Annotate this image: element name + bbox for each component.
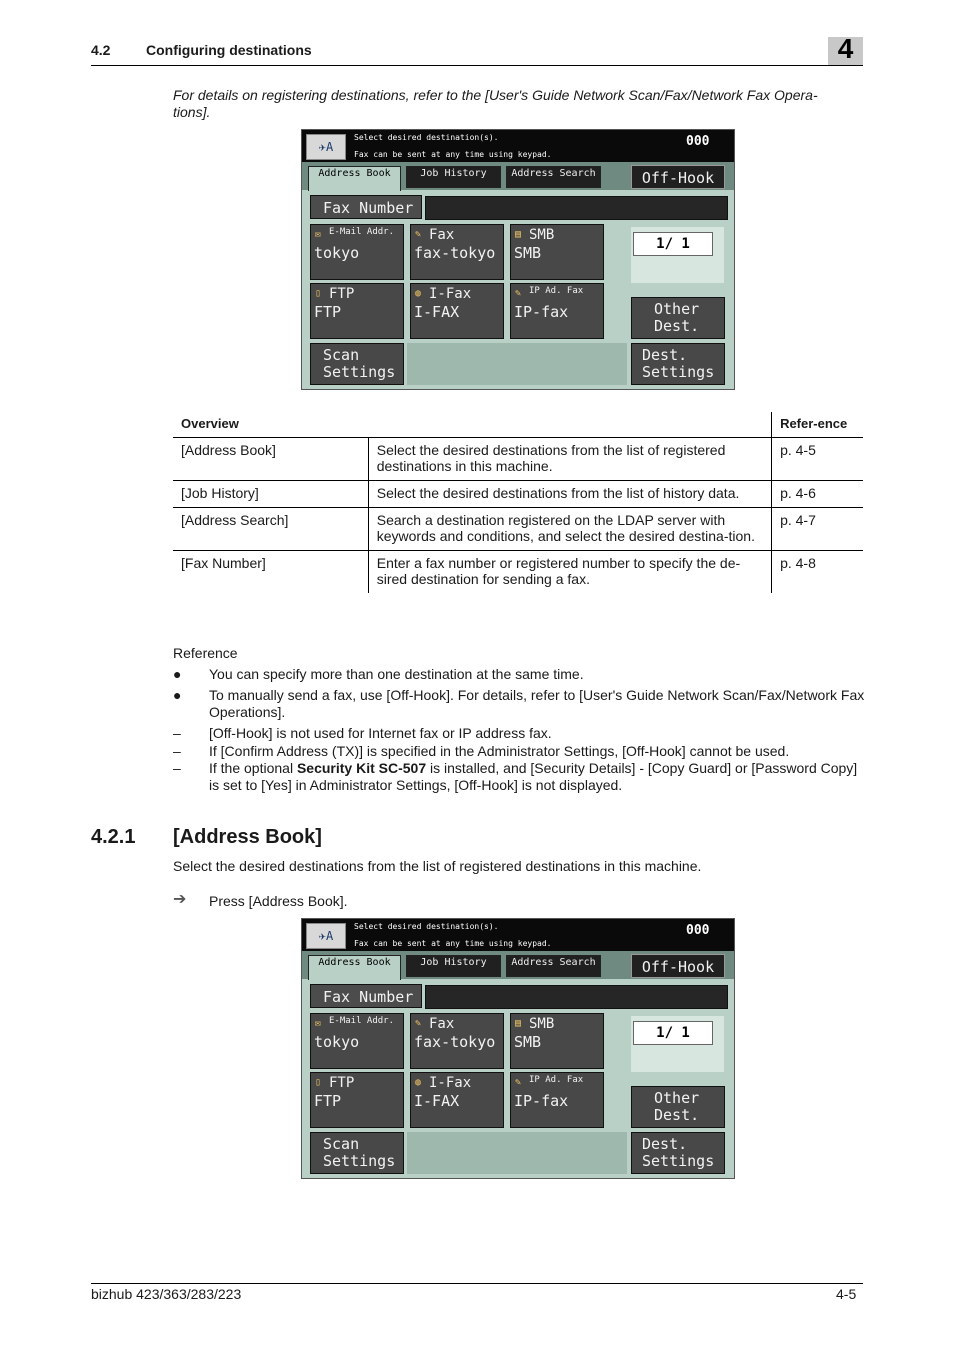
control-panel-screenshot: [301, 129, 735, 390]
section-description: Select the desired destinations from the list of registered destinations in this machine.: [173, 858, 702, 874]
destination-button[interactable]: [510, 224, 604, 280]
dest-settings-button[interactable]: Dest. Settings: [631, 1132, 725, 1174]
table-cell-desc: Enter a fax number or registered number to specify the de-sired destination for sending a fax.: [368, 551, 771, 594]
fax-icon: ✎: [415, 1018, 422, 1029]
destination-name: fax-tokyo: [414, 1033, 496, 1051]
smb-icon: ▤: [515, 1018, 522, 1029]
tab-job-history[interactable]: Job History: [406, 166, 501, 188]
page-indicator: 1/ 1: [633, 1021, 713, 1045]
fax-icon: ✎: [415, 229, 422, 240]
destination-type: SMB: [529, 1016, 555, 1032]
destination-name: SMB: [514, 244, 542, 262]
destination-button[interactable]: [310, 283, 404, 339]
scan-fax-icon: ✈A: [306, 923, 346, 949]
scan-settings-button[interactable]: Scan Settings: [310, 1132, 404, 1174]
intro-text: For details on registering destinations, refer to the [User's Guide Network Scan/Fax/Network Fax Opera-tions].: [173, 87, 818, 120]
fax-number-button[interactable]: Fax Number: [310, 195, 422, 219]
table-row: [173, 438, 863, 481]
destination-type: FTP: [329, 1075, 355, 1091]
header-rule: [91, 65, 863, 66]
ip-fax-icon: ✎: [515, 1077, 522, 1088]
reference-title: Reference: [173, 645, 238, 661]
destination-type: I-Fax: [429, 286, 472, 302]
destination-button[interactable]: [310, 224, 404, 280]
dash-mark: –: [173, 725, 181, 741]
destination-type: Fax: [429, 227, 455, 243]
footer-rule: [91, 1283, 863, 1284]
dash-text: [Off-Hook] is not used for Internet fax or IP address fax.: [209, 725, 552, 741]
dest-settings-button[interactable]: Dest. Settings: [631, 343, 725, 385]
tab-address-search[interactable]: Address Search: [506, 955, 601, 977]
table-cell-ref: p. 4-8: [772, 551, 863, 594]
bullet-text: To manually send a fax, use [Off-Hook]. For details, refer to [User's Guide Network Scan/Fax/Network Fax Operations].: [209, 687, 865, 720]
destination-button[interactable]: [410, 224, 504, 280]
overview-table: [173, 412, 863, 593]
destination-button[interactable]: [510, 1072, 604, 1128]
destination-type: IP Ad. Fax: [529, 286, 584, 296]
table-cell-desc: Select the desired destinations from the list of registered destinations in this machine.: [368, 438, 771, 481]
tab-address-book[interactable]: Address Book: [308, 955, 401, 980]
destination-type: IP Ad. Fax: [529, 1075, 584, 1085]
destination-button[interactable]: [410, 283, 504, 339]
bullet-text: You can specify more than one destination at the same time.: [209, 666, 584, 682]
destination-type: Fax: [429, 1016, 455, 1032]
scan-fax-icon: ✈A: [306, 134, 346, 160]
destination-type: I-Fax: [429, 1075, 472, 1091]
table-row: [173, 508, 863, 551]
section-number: 4.2.1: [91, 826, 136, 848]
table-cell-item: [Address Search]: [173, 508, 368, 551]
fax-number-field: [425, 196, 728, 220]
email-icon: ✉: [315, 1018, 322, 1029]
bullet-mark: ●: [173, 687, 182, 703]
table-cell-ref: p. 4-7: [772, 508, 863, 551]
destination-name: fax-tokyo: [414, 244, 496, 262]
destination-button[interactable]: [410, 1072, 504, 1128]
smb-icon: ▤: [515, 229, 522, 240]
step-text: Press [Address Book].: [209, 893, 348, 909]
header-section-number: 4.2: [91, 42, 111, 58]
ftp-icon: ▯: [315, 1077, 322, 1088]
destination-type: E-Mail Addr.: [329, 1016, 395, 1026]
destination-button[interactable]: [310, 1072, 404, 1128]
tab-address-book[interactable]: Address Book: [308, 166, 401, 191]
scan-settings-button[interactable]: Scan Settings: [310, 343, 404, 385]
tab-job-history[interactable]: Job History: [406, 955, 501, 977]
off-hook-button[interactable]: Off-Hook: [631, 165, 725, 189]
table-cell-ref: p. 4-5: [772, 438, 863, 481]
table-cell-item: [Address Book]: [173, 438, 368, 481]
destination-button[interactable]: [510, 283, 604, 339]
product-name: Security Kit SC-507: [296, 760, 427, 776]
destination-count: 000: [686, 923, 710, 938]
bullet-mark: ●: [173, 666, 182, 682]
section-title: [Address Book]: [173, 826, 322, 848]
destination-button[interactable]: [510, 1013, 604, 1069]
dash-mark: –: [173, 760, 181, 776]
other-dest-button[interactable]: Other Dest.: [631, 1086, 725, 1128]
internet-fax-icon: ◍: [415, 288, 422, 299]
destination-name: tokyo: [314, 244, 360, 262]
destination-name: FTP: [314, 303, 342, 321]
page-indicator: 1/ 1: [633, 232, 713, 256]
tab-address-search[interactable]: Address Search: [506, 166, 601, 188]
table-cell-ref: p. 4-6: [772, 481, 863, 508]
destination-name: I-FAX: [414, 1092, 460, 1110]
dash-text-part: If the optional: [209, 760, 297, 776]
ftp-icon: ▯: [315, 288, 322, 299]
chapter-number: 4: [837, 33, 854, 64]
panel-message: Select desired destination(s).: [354, 922, 499, 931]
table-header-overview: Overview: [173, 412, 772, 438]
destination-name: FTP: [314, 1092, 342, 1110]
bottom-bar: [407, 1132, 627, 1174]
message-bar: [302, 919, 734, 951]
message-bar: [302, 130, 734, 162]
off-hook-button[interactable]: Off-Hook: [631, 954, 725, 978]
footer-model: bizhub 423/363/283/223: [91, 1286, 242, 1302]
header-section-title: Configuring destinations: [146, 42, 312, 58]
table-row: [173, 481, 863, 508]
control-panel-screenshot: [301, 918, 735, 1179]
dash-text: [209, 760, 865, 794]
internet-fax-icon: ◍: [415, 1077, 422, 1088]
destination-type: SMB: [529, 227, 555, 243]
destination-button[interactable]: [410, 1013, 504, 1069]
destination-count: 000: [686, 134, 710, 149]
dash-mark: –: [173, 743, 181, 759]
panel-message: Fax can be sent at any time using keypad.: [354, 939, 552, 948]
destination-name: tokyo: [314, 1033, 360, 1051]
bottom-bar: [407, 343, 627, 385]
table-cell-item: [Fax Number]: [173, 551, 368, 594]
dash-text-part: is installed, and [Security Details] - [Copy Guard] or [Password Copy] is set to [Yes] in Administrator Settings, [Off-Hook] is not displayed.: [209, 760, 858, 793]
destination-name: SMB: [514, 1033, 542, 1051]
panel-message: Fax can be sent at any time using keypad.: [354, 150, 552, 159]
destination-name: IP-fax: [514, 1092, 569, 1110]
table-cell-desc: Search a destination registered on the LDAP server with keywords and conditions, and select the desired destina-tion.: [368, 508, 771, 551]
destination-button[interactable]: [310, 1013, 404, 1069]
email-icon: ✉: [315, 229, 322, 240]
other-dest-button[interactable]: Other Dest.: [631, 297, 725, 339]
table-header-reference: Refer-ence: [772, 412, 863, 438]
fax-number-button[interactable]: Fax Number: [310, 984, 422, 1008]
panel-message: Select desired destination(s).: [354, 133, 499, 142]
destination-name: I-FAX: [414, 303, 460, 321]
footer-page-number: 4-5: [836, 1286, 857, 1302]
destination-type: E-Mail Addr.: [329, 227, 395, 237]
ip-fax-icon: ✎: [515, 288, 522, 299]
step-arrow-icon: ➔: [173, 891, 187, 908]
fax-number-field: [425, 985, 728, 1009]
table-cell-desc: Select the desired destinations from the list of history data.: [368, 481, 771, 508]
table-row: [173, 551, 863, 594]
dash-text: If [Confirm Address (TX)] is specified in the Administrator Settings, [Off-Hook] cannot be used.: [209, 743, 790, 759]
table-cell-item: [Job History]: [173, 481, 368, 508]
destination-name: IP-fax: [514, 303, 569, 321]
destination-type: FTP: [329, 286, 355, 302]
